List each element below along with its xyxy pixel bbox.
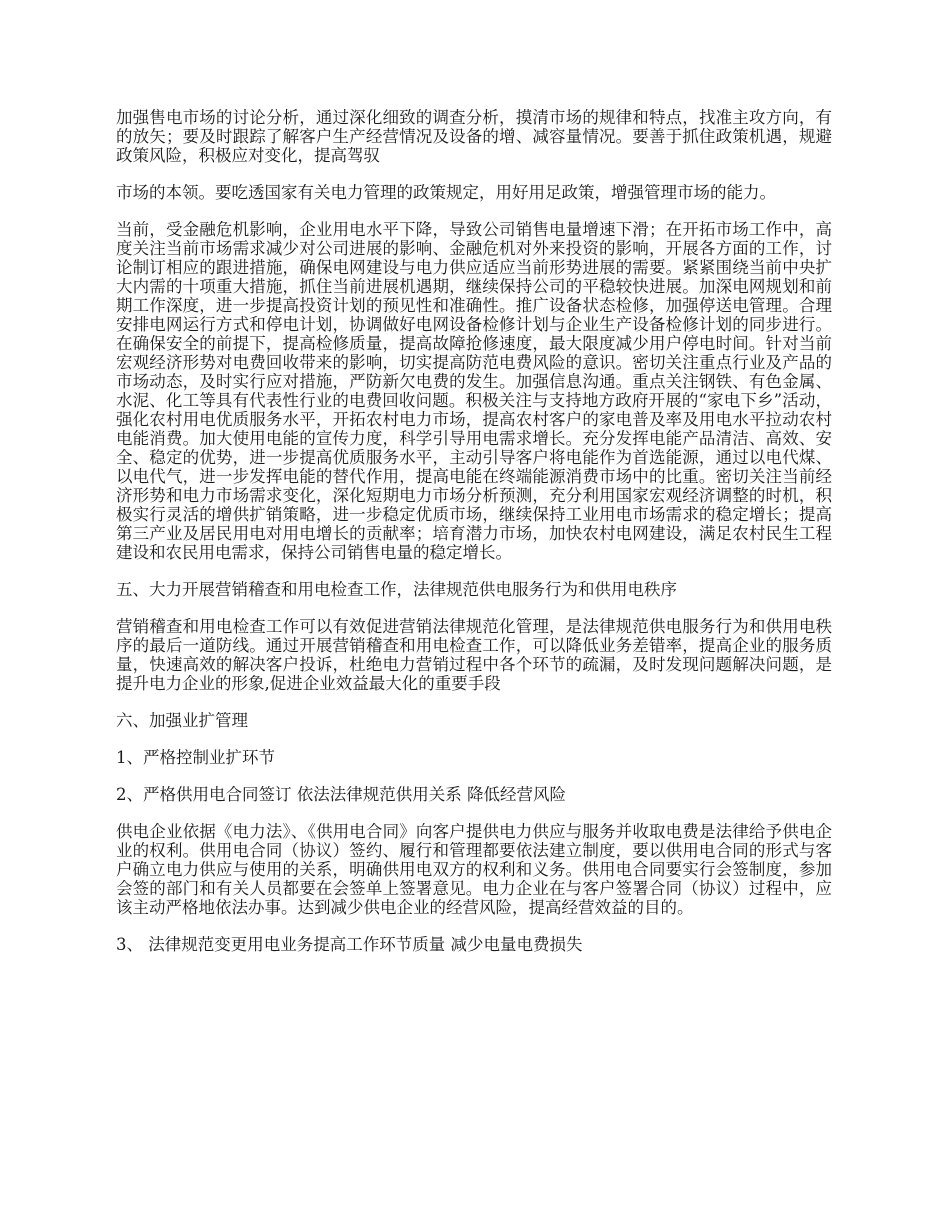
section-heading-6: 六、加强业扩管理 [116,711,248,730]
subheading-1: 1、严格控制业扩环节 [116,748,275,767]
paragraph-market-analysis: 加强售电市场的讨论分析，通过深化细致的调查分析，摸清市场的规律和特点，找准主攻方向，有的放矢；要及时跟踪了解客户生产经营情况及设备的增、减容量情况。要善于抓住政策机遇，规避政策风险，积极应对变化，提高驾驭 [116,108,832,165]
subheading-2: 2、严格供用电合同签订 依法法律规范供用关系 降低经营风险 [116,785,566,804]
paragraph-inspection: 营销稽查和用电检查工作可以有效促进营销法律规范化管理，是法律规范供电服务行为和供用电秩序的最后一道防线。通过开展营销稽查和用电检查工作，可以降低业务差错率，提高企业的服务质量，快速高效的解决客户投诉，杜绝电力营销过程中各个环节的疏漏，及时发现问题解决问题，是提升电力企业的形象,促进企业效益最大化的重要手段 [116,617,832,693]
paragraph-contract: 供电企业依据《电力法》、《供用电合同》向客户提供电力供应与服务并收取电费是法律给予供电企业的权利。供用电合同（协议）签约、履行和管理都要依法建立制度，要以供用电合同的形式与客户确立电力供应与使用的关系，明确供用电双方的权利和义务。供用电合同要实行会签制度，参加会签的部门和有关人员都要在会签单上签署意见。电力企业在与客户签署合同（协议）过程中，应该主动严格地依法办事。达到减少供电企业的经营风险，提高经营效益的目的。 [116,822,832,917]
section-heading-5: 五、大力开展营销稽查和用电检查工作，法律规范供电服务行为和供用电秩序 [116,580,677,599]
paragraph-market-skill: 市场的本领。要吃透国家有关电力管理的政策规定，用好用足政策，增强管理市场的能力。 [116,183,776,202]
paragraph-financial-crisis: 当前，受金融危机影响，企业用电水平下降，导致公司销售电量增速下滑；在开拓市场工作中，高度关注当前市场需求减少对公司进展的影响、金融危机对外来投资的影响，开展各方面的工作，讨论制订相应的跟进措施，确保电网建设与电力供应适应当前形势进展的需要。紧紧围绕当前中央扩大内需的十项重大措施，抓住当前进展机遇期，继续保持公司的平稳较快进展。加深电网规划和前期工作深度，进一步提高投资计划的预见性和准确性。推广设备状态检修，加强停送电管理。合理安排电网运行方式和停电计划，协调做好电网设备检修计划与企业生产设备检修计划的同步进行。在确保安全的前提下，提高检修质量，提高故障抢修速度，最大限度减少用户停电时间。针对当前宏观经济形势对电费回收带来的影响，切实提高防范电费风险的意识。密切关注重点行业及产品的市场动态，及时实行应对措施，严防新欠电费的发生。加强信息沟通。重点关注钢铁、有色金属、水泥、化工等具有代表性行业的电费回收问题。积极关注与支持地方政府开展的“家电下乡”活动，强化农村用电优质服务水平，开拓农村电力市场，提高农村客户的家电普及率及用电水平拉动农村电能消费。加大使用电能的宣传力度，科学引导用电需求增长。充分发挥电能产品清洁、高效、安全、稳定的优势，进一步提高优质服务水平，主动引导客户将电能作为首选能源，通过以电代煤、以电代气，进一步发挥电能的替代作用，提高电能在终端能源消费市场中的比重。密切关注当前经济形势和电力市场需求变化，深化短期电力市场分析预测，充分利用国家宏观经济调整的时机，积极实行灵活的增供扩销策略，进一步稳定优质市场，继续保持工业用电市场需求的稳定增长；提高第三产业及居民用电对用电增长的贡献率；培育潜力市场，加快农村电网建设，满足农村民生工程建设和农民用电需求，保持公司销售电量的稳定增长。 [116,220,832,562]
subheading-3: 3、 法律规范变更用电业务提高工作环节质量 减少电量电费损失 [116,935,583,954]
